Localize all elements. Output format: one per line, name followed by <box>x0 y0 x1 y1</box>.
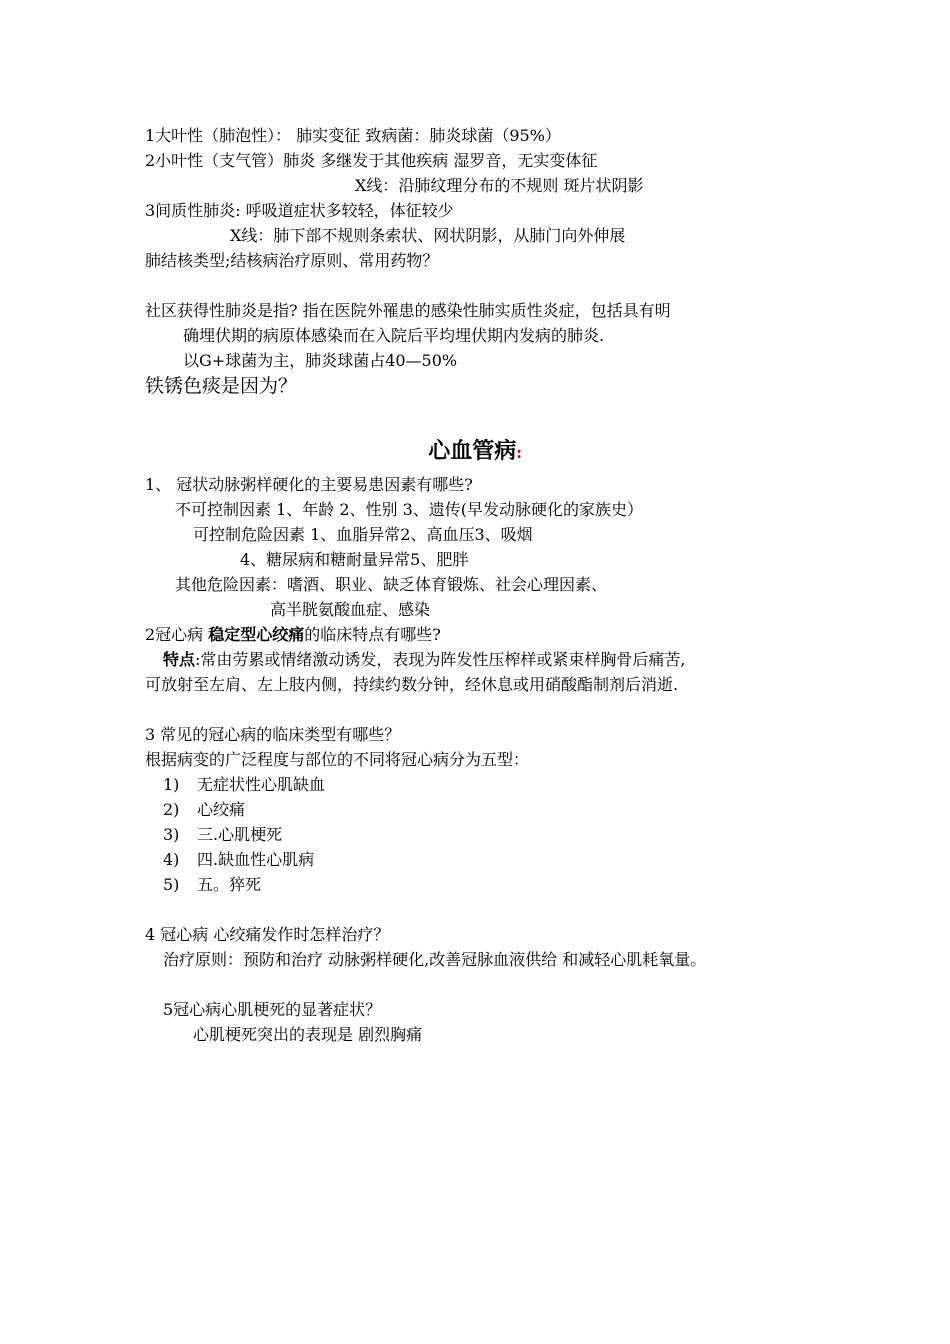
cap-definition-cont: 确埋伏期的病原体感染而在入院后平均埋伏期内发病的肺炎. <box>183 326 605 345</box>
interstitial-xray-line: X线：肺下部不规则条索状、网状阴影，从肺门向外伸展 <box>230 226 626 245</box>
features-label: 特点 <box>163 650 196 669</box>
angina-features-cont: 可放射至左肩、左上肢内侧，持续约数分钟，经休息或用硝酸酯制剂后消逝. <box>145 675 679 694</box>
list-item <box>163 849 314 871</box>
mi-main-symptom: 心肌梗死突出的表现是 剧烈胸痛 <box>193 1025 423 1044</box>
list-item-text: 五。猝死 <box>197 875 262 894</box>
controllable-factors-cont: 4、糖尿病和糖耐量异常5、肥胖 <box>240 550 469 569</box>
list-item-text: 心绞痛 <box>197 800 246 819</box>
lobar-pneumonia-line: 1大叶性（肺泡性）： 肺实变征 致病菌：肺炎球菌（95%） <box>145 126 561 145</box>
question-2-bold: 稳定型心绞痛 <box>208 625 305 644</box>
question-1: 1、 冠状动脉粥样硬化的主要易患因素有哪些? <box>145 475 473 494</box>
angina-features <box>163 649 686 671</box>
rusty-sputum-question: 铁锈色痰是因为？ <box>145 375 298 397</box>
section-title: 心血管病 <box>428 439 517 464</box>
lobular-pneumonia-line: 2小叶性（支气管）肺炎 多继发于其他疾病 湿罗音，无实变体征 <box>145 151 598 170</box>
other-factors: 其他危险因素：嗜酒、职业、缺乏体育锻炼、社会心理因素、 <box>175 575 608 594</box>
uncontrollable-factors: 不可控制因素 1、年龄 2、性别 3、遗传(早发动脉硬化的家族史） <box>175 500 644 519</box>
features-text: :常由劳累或情绪激动诱发，表现为阵发性压榨样或紧束样胸骨后痛苦, <box>195 650 686 669</box>
question-2 <box>145 624 441 646</box>
list-item-number: 4) <box>163 850 180 869</box>
controllable-factors: 可控制危险因素 1、血脂异常2、高血压3、吸烟 <box>193 525 533 544</box>
list-item-number: 3) <box>163 825 180 844</box>
question-4: 4 冠心病 心绞痛发作时怎样治疗？ <box>145 925 390 944</box>
section-heading <box>0 434 950 465</box>
question-5: 5冠心病心肌梗死的显著症状？ <box>163 1000 382 1019</box>
list-item <box>163 774 325 796</box>
list-item <box>163 799 245 821</box>
tuberculosis-question: 肺结核类型;结核病治疗原则、常用药物？ <box>145 251 439 270</box>
question-2-suffix: 的临床特点有哪些? <box>304 625 441 644</box>
lobular-xray-line: X线：沿肺纹理分布的不规则 斑片状阴影 <box>355 176 644 195</box>
list-item <box>163 824 282 846</box>
list-item-number: 2) <box>163 800 180 819</box>
list-item-text: 无症状性心肌缺血 <box>197 775 326 794</box>
cap-definition-line: 社区获得性肺炎是指? 指在医院外罹患的感染性肺实质性炎症，包括具有明 <box>145 301 671 320</box>
list-item-text: 四.缺血性心肌病 <box>197 850 315 869</box>
list-item-number: 5) <box>163 875 180 894</box>
cap-pathogen-line: 以G+球菌为主，肺炎球菌占40—50% <box>183 351 458 370</box>
question-3: 3 常见的冠心病的临床类型有哪些？ <box>145 725 401 744</box>
question-2-prefix: 2冠心病 <box>145 625 209 644</box>
list-item-number: 1) <box>163 775 180 794</box>
other-factors-cont: 高半胱氨酸血症、感染 <box>270 600 431 619</box>
list-item-text: 三.心肌梗死 <box>197 825 283 844</box>
section-colon: : <box>516 446 522 462</box>
treatment-principle: 治疗原则：预防和治疗 动脉粥样硬化,改善冠脉血液供给 和减轻心肌耗氧量。 <box>163 950 707 969</box>
interstitial-pneumonia-line: 3间质性肺炎: 呼吸道症状多较轻，体征较少 <box>145 201 454 220</box>
question-3-intro: 根据病变的广泛程度与部位的不同将冠心病分为五型： <box>145 750 530 769</box>
list-item <box>163 874 261 896</box>
